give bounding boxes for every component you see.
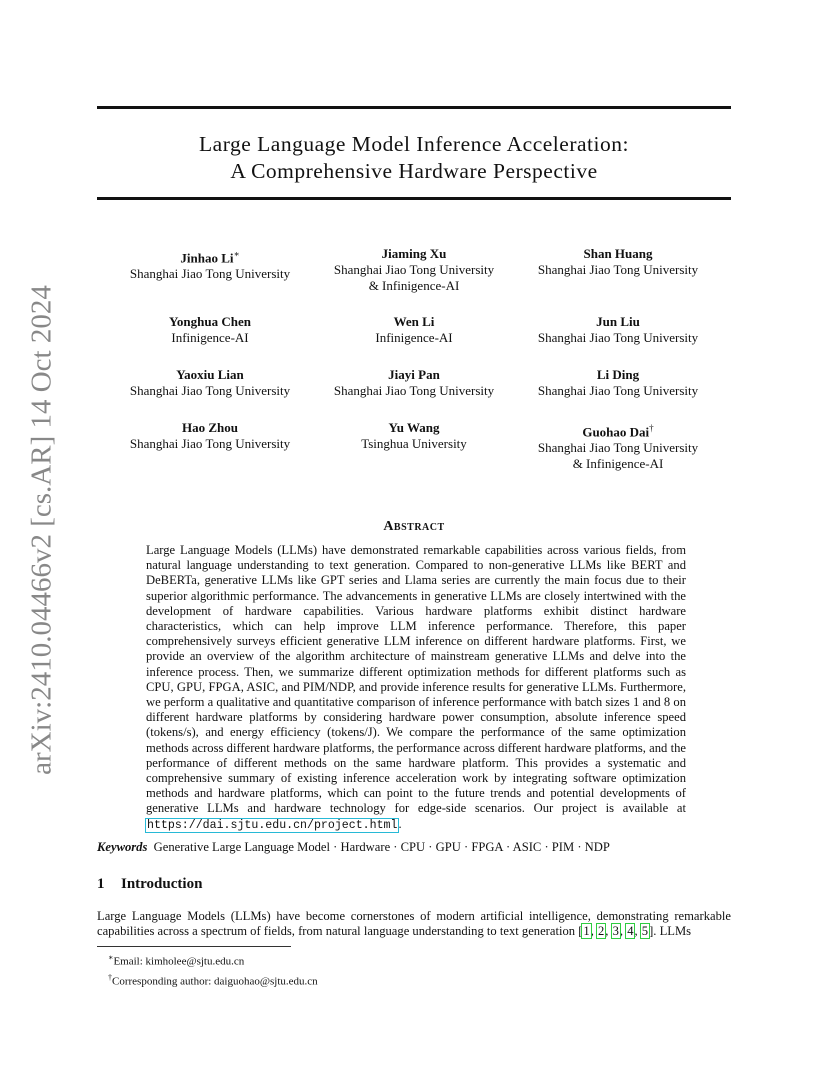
author-name: Yu Wang: [388, 420, 440, 435]
author-name: Wen Li: [393, 314, 435, 329]
abstract-heading: Abstract: [383, 519, 445, 534]
section-number: 1: [97, 876, 105, 892]
author: [512, 367, 724, 399]
abstract-end: .: [398, 816, 402, 831]
author: [308, 246, 520, 294]
author-affiliation: Shanghai Jiao Tong University: [537, 383, 699, 398]
footnote-text: Email: kimholee@sjtu.edu.cn: [113, 955, 245, 968]
author-affiliation: Tsinghua University: [361, 436, 467, 451]
author: [308, 420, 520, 452]
author-affiliation: Shanghai Jiao Tong University: [333, 262, 495, 277]
author-affiliation: Shanghai Jiao Tong University: [129, 383, 291, 398]
keywords-label: Keywords: [97, 840, 148, 854]
author: [512, 246, 724, 278]
title-bottom-rule: [97, 197, 731, 200]
author: [512, 420, 724, 472]
section-title: Introduction: [121, 876, 203, 892]
author-affiliation: Shanghai Jiao Tong University: [537, 330, 699, 345]
project-link[interactable]: https://dai.sjtu.edu.cn/project.html: [147, 818, 398, 832]
intro-text: Large Language Models (LLMs) have become cornerstones of modern artificial intelligence, demonstrating remarkable capabilities across a spectrum of fields, from natural language understanding to text generation [: [97, 909, 731, 939]
author-affiliation: Shanghai Jiao Tong University: [129, 266, 291, 282]
abstract-body: [146, 543, 686, 833]
author-name: Jinhao Li: [180, 250, 234, 266]
arxiv-sidebar: [20, 285, 64, 775]
citation-link[interactable]: 2: [598, 924, 605, 939]
footnote-rule: [97, 946, 291, 947]
author: [104, 246, 316, 282]
citation-link[interactable]: 5: [641, 924, 649, 939]
footnote-mark: ∗: [108, 953, 114, 962]
citation-link[interactable]: 4: [627, 924, 634, 939]
author-name: Li Ding: [596, 367, 640, 382]
author-affiliation: Infinigence-AI: [171, 330, 249, 345]
abstract-text: Large Language Models (LLMs) have demonstrated remarkable capabilities across various fields, from natural language understanding to text generation. Compared to non-generative LLMs like BERT and DeBERTa, generative LLMs like GPT series and Llama series are currently the main focus due to their superior algorithmic performance. The advancements in generative LLMs are closely intertwined with the development of hardware capabilities. Various hardware platforms exhibit distinct hardware characteristics, which can help improve LLM inference performance. Therefore, this paper comprehensively surveys efficient generative LLM inference on different hardware platforms. First, we provide an overview of the algorithm architecture of mainstream generative LLMs and delve into the inference process. Then, we summarize different optimization methods for different platforms such as CPU, GPU, FPGA, ASIC, and PIM/NDP, and provide inference results for generative LLMs. Furthermore, we perform a qualitative and quantitative comparison of inference performance with batch sizes 1 and 8 on different hardware platforms by considering hardware power consumption, absolute inference speed (tokens/s), and energy efficiency (tokens/J). We compare the performance of the same optimization methods across different hardware platforms, the performance across different hardware platforms, and the performance of different methods on the same hardware platform. This provides a systematic and comprehensive summary of existing inference acceleration work by integrating software optimization methods and hardware platforms, which can point to the future trends and potential developments of generative LLMs and hardware technology for edge-side scenarios. Our project is available at: [146, 543, 686, 816]
citation-link[interactable]: 1: [583, 924, 590, 939]
author-affiliation: Shanghai Jiao Tong University: [129, 436, 291, 451]
section-heading: [97, 876, 202, 893]
title-top-rule: [97, 106, 731, 109]
footnote: [108, 950, 318, 970]
author: [104, 367, 316, 399]
keywords-text: Generative Large Language Model · Hardware · CPU · GPU · FPGA · ASIC · PIM · NDP: [153, 840, 610, 854]
author-affiliation: Shanghai Jiao Tong University: [333, 383, 495, 398]
footnotes: [108, 950, 318, 989]
author: [104, 314, 316, 346]
footnote-mark: †: [108, 972, 112, 982]
footnote: [108, 970, 318, 990]
author-affiliation: & Infinigence-AI: [368, 278, 460, 293]
author-affiliation: Shanghai Jiao Tong University: [537, 440, 699, 456]
author-mark: †: [649, 423, 654, 433]
footnote-text: Corresponding author: daiguohao@sjtu.edu.cn: [112, 975, 318, 988]
author-affiliation: & Infinigence-AI: [572, 456, 664, 472]
author: [104, 420, 316, 452]
author-name: Jun Liu: [596, 314, 640, 329]
intro-paragraph: Large Language Models (LLMs) have become cornerstones of modern artificial intelligence, demonstrating remarkable capabilities across a spectrum of fields, from natural language understanding to text generation [1, 2, 3, 4, 5]. LLMs: [97, 909, 731, 939]
author-name: Jiaming Xu: [381, 246, 447, 261]
author-name: Jiayi Pan: [388, 367, 440, 382]
author-name: Hao Zhou: [182, 420, 238, 435]
author-name: Guohao Dai: [582, 424, 650, 440]
author-affiliation: Shanghai Jiao Tong University: [537, 262, 699, 277]
intro-after: ]. LLMs: [649, 924, 692, 939]
paper-title-line-1: Large Language Model Inference Acceleration:: [199, 132, 629, 156]
citation-link[interactable]: 3: [612, 924, 619, 939]
paper-title-line-2: A Comprehensive Hardware Perspective: [230, 159, 598, 183]
author: [308, 314, 520, 346]
author-affiliation: Infinigence-AI: [375, 330, 453, 345]
arxiv-id: arXiv:2410.04466v2 [cs.AR] 14 Oct 2024: [25, 285, 58, 775]
author-name: Yonghua Chen: [168, 314, 251, 329]
author-mark: ∗: [233, 249, 240, 259]
keywords-line: [97, 840, 731, 855]
author-name: Yaoxiu Lian: [176, 367, 244, 382]
author: [512, 314, 724, 346]
author: [308, 367, 520, 399]
author-name: Shan Huang: [583, 246, 653, 261]
